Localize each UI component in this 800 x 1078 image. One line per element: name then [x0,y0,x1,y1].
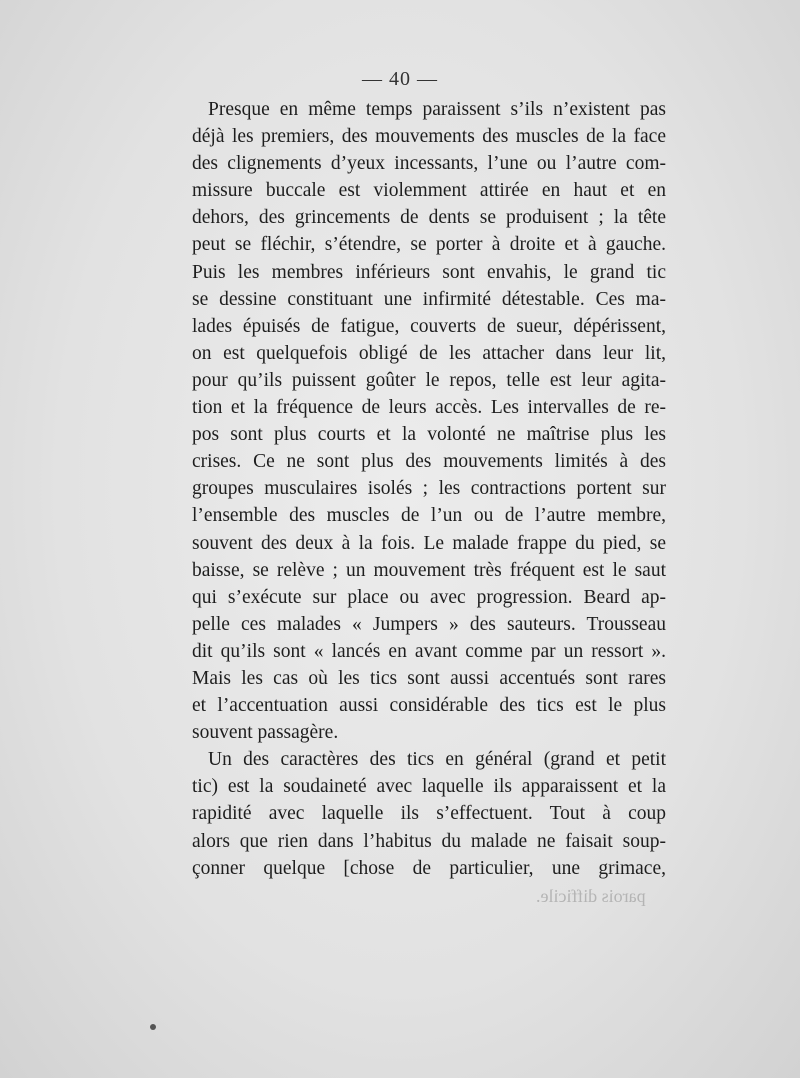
text-line: souvent passagère. [192,722,339,744]
text-line: baisse, se relève ; un mouvement très fréquent est le saut [192,559,666,581]
text-line: çonner quelque [chose de particulier, une grimace, [192,857,666,879]
text-line: déjà les premiers, des mouvements des muscles de la face [192,126,666,148]
text-line: dehors, des grincements de dents se produisent ; la tête [192,207,666,229]
text-line: souvent des deux à la fois. Le malade frappe du pied, se [192,532,666,554]
text-line: crises. Ce ne sont plus des mouvements limités à des [192,451,666,473]
text-line: Puis les membres inférieurs sont envahis, le grand tic [192,261,666,283]
page-number: — 40 — [362,68,438,90]
text-line: qui s’exécute sur place ou avec progression. Beard ap- [192,586,666,608]
text-line: peut se fléchir, s’étendre, se porter à droite et à gauche. [192,234,666,256]
text-line: Mais les cas où les tics sont aussi accentués sont rares [192,667,666,689]
text-line: l’ensemble des muscles de l’un ou de l’autre membre, [192,505,666,527]
text-line: et l’accentuation aussi considérable des tics est le plus [192,695,666,717]
text-line: rapidité avec laquelle ils s’effectuent. Tout à coup [192,803,666,825]
text-line: missure buccale est violemment attirée en haut et en [192,180,666,202]
text-line: lades épuisés de fatigue, couverts de sueur, dépérissent, [192,315,666,337]
text-line: pelle ces malades « Jumpers » des sauteurs. Trousseau [192,613,666,635]
text-line: dit qu’ils sont « lancés en avant comme par un ressort ». [192,640,666,662]
text-line: tic) est la soudaineté avec laquelle ils apparaissent et la [192,776,666,798]
text-line: on est quelquefois obligé de les attacher dans leur lit, [192,342,666,364]
text-line: se dessine constituant une infirmité détestable. Ces ma- [192,288,666,310]
text-line: Presque en même temps paraissent s’ils n’existent pas [208,99,666,120]
ink-speck [150,1024,156,1030]
text-line: des clignements d’yeux incessants, l’une ou l’autre com- [192,153,666,175]
body-text [192,96,666,882]
text-line: Un des caractères des tics en général (grand et petit [208,749,666,771]
text-line: tion et la fréquence de leurs accès. Les intervalles de re- [192,397,666,419]
text-line: groupes musculaires isolés ; les contractions portent sur [192,478,666,500]
bleed-through-text: parois difficile. [536,886,646,906]
text-line: pour qu’ils puissent goûter le repos, telle est leur agita- [192,369,666,391]
text-line: alors que rien dans l’habitus du malade ne faisait soup- [192,830,666,852]
text-line: pos sont plus courts et la volonté ne maîtrise plus les [192,424,666,446]
